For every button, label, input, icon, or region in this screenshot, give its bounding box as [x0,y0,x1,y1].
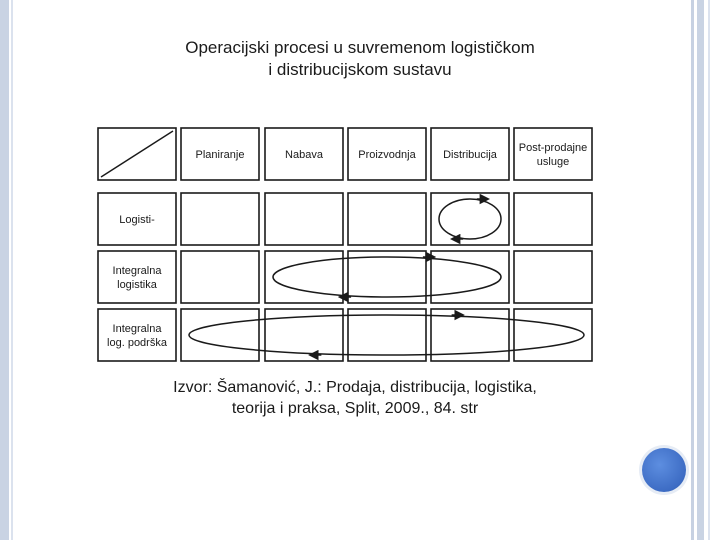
grid-cell-r2-c1 [181,251,259,303]
column-header-4: Post-prodajne usluge [518,142,588,168]
source-line-1: Izvor: Šamanović, J.: Prodaja, distribucija, logistika, [173,379,537,396]
grid-cell-r1-c4 [431,193,509,245]
column-header-2: Proizvodnja [358,149,416,161]
grid-cell-r1-c3 [348,193,426,245]
grid-cell-r0-c5 [514,128,592,180]
grid-cell-r1-c5 [514,193,592,245]
decorative-blue-circle [642,448,686,492]
grid-cell-r1-c1 [181,193,259,245]
grid-cell-r3-c3 [348,309,426,361]
row-header-0: Logisti- [119,214,155,226]
grid-cell-r2-c3 [348,251,426,303]
grid-cell-r3-c0 [98,309,176,361]
column-header-1: Nabava [285,149,323,161]
row-header-2: Integralna log. podrška [107,323,167,349]
source-citation [115,377,595,419]
grid-cell-r2-c0 [98,251,176,303]
grid-cell-r1-c2 [265,193,343,245]
column-header-3: Distribucija [443,149,497,161]
grid-cell-r3-c5 [514,309,592,361]
row-header-1: Integralna logistika [112,265,162,291]
column-header-0: Planiranje [195,149,245,161]
source-line-2: teorija i praksa, Split, 2009., 84. str [231,400,479,417]
slide-title-line-1: Operacijski procesi u suvremenom logističkom [185,38,535,57]
grid-cell-r2-c5 [514,251,592,303]
slide-title-line-2: i distribucijskom sustavu [268,60,452,79]
grid-cell-r3-c1 [181,309,259,361]
